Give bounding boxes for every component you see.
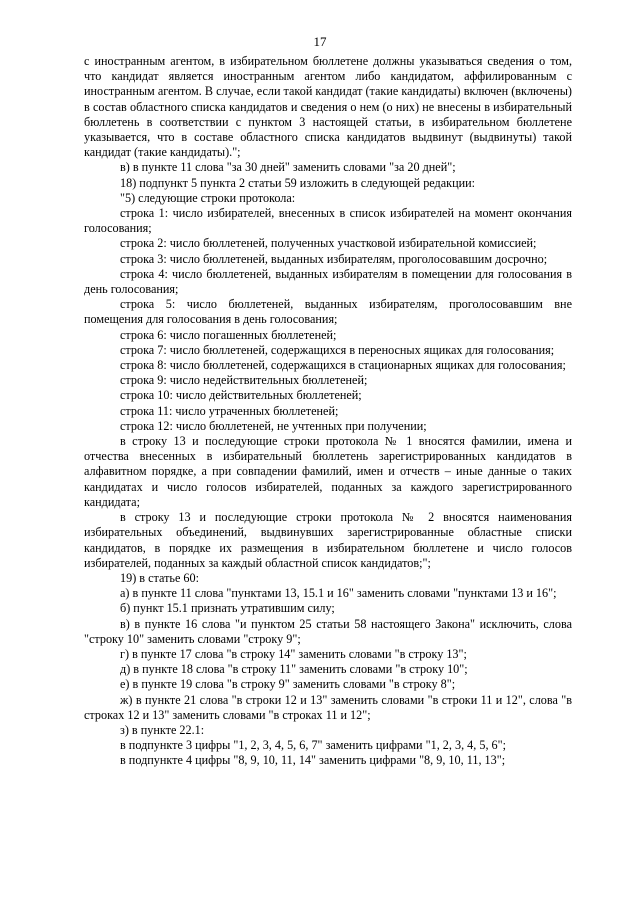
paragraph: 19) в статье 60: xyxy=(120,570,199,585)
paragraph: строка 2: число бюллетеней, полученных участковой избирательной комиссией; xyxy=(120,236,537,251)
paragraph: строка 11: число утраченных бюллетеней; xyxy=(120,403,339,418)
paragraph: в подпункте 4 цифры "8, 9, 10, 11, 14" заменить цифрами "8, 9, 10, 11, 13"; xyxy=(120,753,506,768)
paragraph: строка 9: число недействительных бюллетеней; xyxy=(120,373,368,388)
paragraph: е) в пункте 19 слова "в строку 9" заменить словами "в строку 8"; xyxy=(120,677,456,692)
paragraph: ж) в пункте 21 слова "в строки 12 и 13" заменить словами "в строки 11 и 12", слова "в строках 12 и 13" заменить словами "в строках 11 и 12"; xyxy=(84,692,572,722)
paragraph: з) в пункте 22.1: xyxy=(120,722,205,737)
paragraph: строка 3: число бюллетеней, выданных избирателям, проголосовавшим досрочно; xyxy=(120,251,548,266)
paragraph: в) в пункте 11 слова "за 30 дней" заменить словами "за 20 дней"; xyxy=(120,160,456,175)
page-number: 17 xyxy=(313,34,327,49)
paragraph: строка 4: число бюллетеней, выданных избирателям в помещении для голосования в день голосования; xyxy=(84,266,572,297)
paragraph: 18) подпункт 5 пункта 2 статьи 59 изложить в следующей редакции: xyxy=(120,175,476,190)
paragraph: г) в пункте 17 слова "в строку 14" заменить словами "в строку 13"; xyxy=(120,646,467,661)
paragraph: строка 10: число действительных бюллетеней; xyxy=(120,388,362,403)
paragraph: строка 8: число бюллетеней, содержащихся в стационарных ящиках для голосования; xyxy=(120,358,566,373)
document-body xyxy=(84,54,572,769)
paragraph: а) в пункте 11 слова "пунктами 13, 15.1 и 16" заменить словами "пунктами 13 и 16"; xyxy=(120,586,557,601)
paragraph: в строку 13 и последующие строки протокола № 2 вносятся наименования избирательных объединений, выдвинувших зарегистрированные областные списки кандидатов, в порядке их размещения в избирательном бюллетене и число голосов избирателей, поданных за каждый областной список кандидатов;"; xyxy=(84,510,572,570)
paragraph: с иностранным агентом, в избирательном бюллетене должны указываться сведения о том, что кандидат является иностранным агентом либо кандидатом, аффилированным с иностранным агентом. В случае, если такой кандидат (такие кандидаты) включен (включены) в состав областного списка кандидатов и сведения о нем (о них) не внесены в избирательный бюллетень в соответствии с пунктом 3 настоящей статьи, в избирательном бюллетене указывается, что в составе областного списка кандидатов выдвинут (выдвинуты) такой кандидат (такие кандидаты)."; xyxy=(84,54,572,160)
paragraph: строка 12: число бюллетеней, не учтенных при получении; xyxy=(120,418,427,433)
paragraph: в строку 13 и последующие строки протокола № 1 вносятся фамилии, имена и отчества внесенных в избирательный бюллетень зарегистрированных кандидатов в алфавитном порядке, а при совпадении фамилий, имен и отчеств – иные данные о таких кандидатах и число голосов избирателей, поданных за каждого зарегистрированного кандидата; xyxy=(84,434,572,509)
paragraph: строка 6: число погашенных бюллетеней; xyxy=(120,327,337,342)
paragraph: строка 7: число бюллетеней, содержащихся в переносных ящиках для голосования; xyxy=(120,342,555,357)
paragraph: д) в пункте 18 слова "в строку 11" заменить словами "в строку 10"; xyxy=(120,662,468,677)
paragraph: б) пункт 15.1 признать утратившим силу; xyxy=(120,601,335,616)
paragraph: в подпункте 3 цифры "1, 2, 3, 4, 5, 6, 7" заменить цифрами "1, 2, 3, 4, 5, 6"; xyxy=(120,738,506,753)
paragraph: строка 5: число бюллетеней, выданных избирателям, проголосовавшим вне помещения для голосования в день голосования; xyxy=(84,297,572,327)
paragraph: в) в пункте 16 слова "и пунктом 25 статьи 58 настоящего Закона" исключить, слова "строку 10" заменить словами "строку 9"; xyxy=(84,616,572,646)
paragraph: "5) следующие строки протокола: xyxy=(120,190,296,205)
paragraph: строка 1: число избирателей, внесенных в список избирателей на момент окончания голосования; xyxy=(84,206,572,236)
